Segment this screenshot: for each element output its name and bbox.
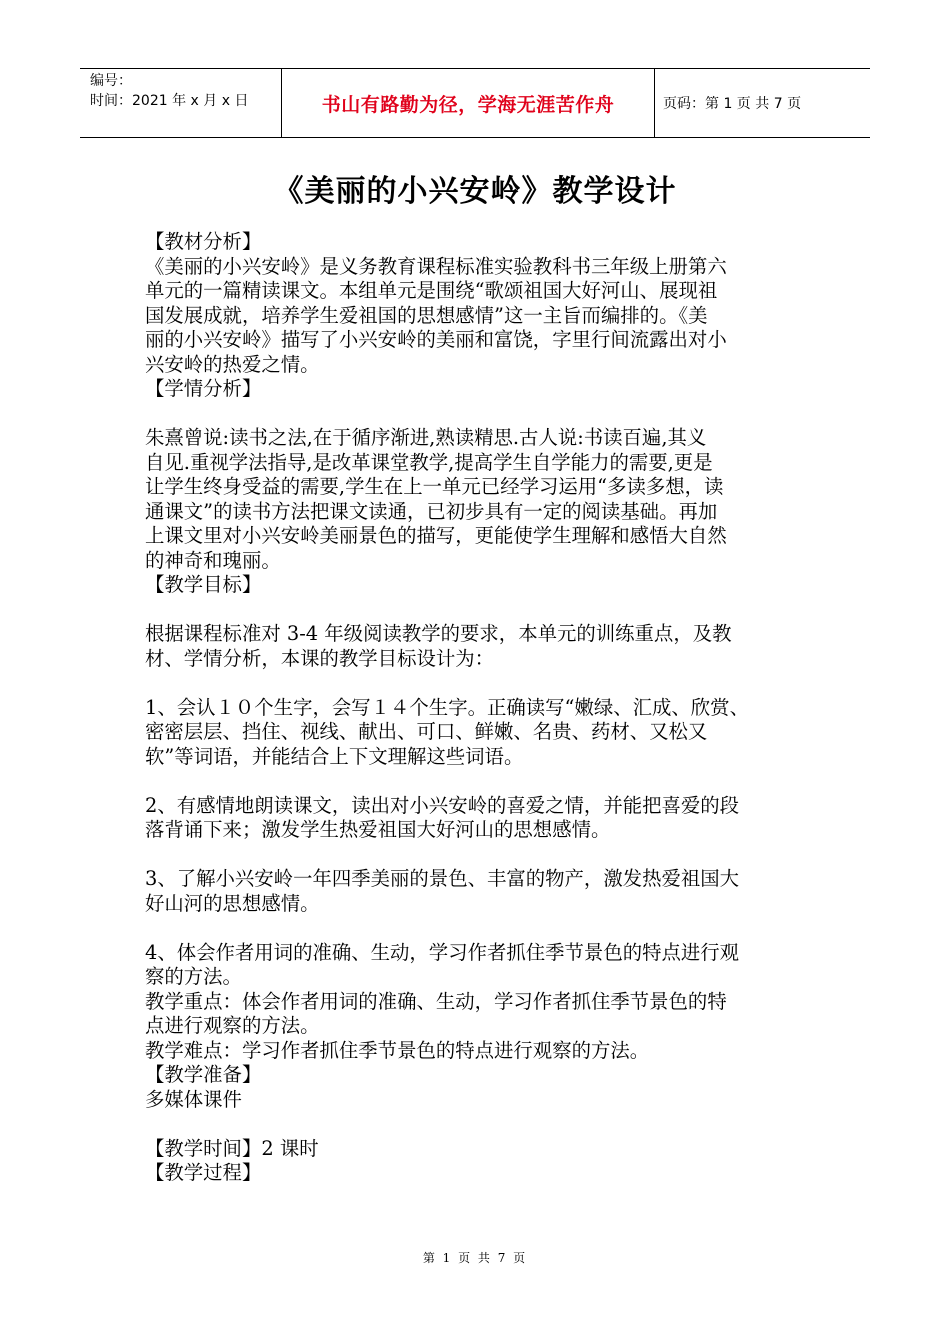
body-line: 朱熹曾说:读书之法,在于循序渐进,熟读精思.古人说:书读百遍,其义	[145, 426, 707, 449]
section-heading: 【教学过程】	[145, 1161, 262, 1184]
blank-line	[145, 916, 815, 941]
body-line: 根据课程标准对 3-4 年级阅读教学的要求，本单元的训练重点，及教	[145, 622, 732, 645]
body-line: 4、体会作者用词的准确、生动，学习作者抓住季节景色的特点进行观	[145, 940, 740, 964]
body-line: 落背诵下来；激发学生热爱祖国大好河山的思想感情。	[145, 818, 611, 841]
header-motto: 书山有路勤为径，学海无涯苦作舟	[282, 69, 655, 137]
body-line: 密密层层、挡住、视线、献出、可口、鲜嫩、名贵、药材、又松又	[145, 720, 708, 743]
body-line: 软”等词语，并能结合上下文理解这些词语。	[145, 744, 524, 768]
body-line: 丽的小兴安岭》描写了小兴安岭的美丽和富饶，字里行间流露出对小	[145, 328, 727, 351]
document-date-label: 时间：2021 年 x 月 x 日	[90, 93, 249, 109]
body-line: 教学重点：体会作者用词的准确、生动，学习作者抓住季节景色的特	[145, 989, 727, 1013]
section-heading: 【教学时间】2 课时	[145, 1136, 319, 1160]
body-line: 好山河的思想感情。	[145, 891, 320, 915]
body-line: 3、了解小兴安岭一年四季美丽的景色、丰富的物产，激发热爱祖国大	[145, 867, 740, 890]
page-footer: 第 1 页 共 7 页	[422, 1251, 528, 1265]
section-heading: 【教学目标】	[145, 573, 262, 596]
blank-line	[145, 671, 815, 696]
section-heading: 【学情分析】	[145, 377, 262, 400]
header-table	[80, 68, 870, 138]
blank-line	[145, 769, 815, 794]
body-line: 自见.重视学法指导,是改革课堂教学,提高学生自学能力的需要,更是	[145, 450, 713, 474]
section-heading: 【教学准备】	[145, 1063, 262, 1086]
body-line: 材、学情分析，本课的教学目标设计为：	[145, 646, 495, 670]
body-line: 单元的一篇精读课文。本组单元是围绕“歌颂祖国大好河山、展现祖	[145, 279, 718, 302]
blank-line	[145, 598, 815, 623]
body-line: 多媒体课件	[145, 1087, 242, 1111]
body-line: 通课文”的读书方法把课文读通，已初步具有一定的阅读基础。再加	[145, 499, 718, 523]
body-line: 教学难点：学习作者抓住季节景色的特点进行观察的方法。	[145, 1038, 650, 1062]
body-line: 让学生终身受益的需要,学生在上一单元已经学习运用“多读多想，读	[145, 475, 724, 498]
body-line: 兴安岭的热爱之情。	[145, 352, 320, 376]
body-line: 的神奇和瑰丽。	[145, 548, 281, 572]
blank-line	[145, 843, 815, 868]
body-line: 察的方法。	[145, 965, 242, 988]
body-line: 国发展成就，培养学生爱祖国的思想感情”这一主旨而编排的。《美	[145, 303, 708, 327]
body-line: 《美丽的小兴安岭》是义务教育课程标准实验教科书三年级上册第六	[145, 254, 727, 278]
document-title: 《美丽的小兴安岭》教学设计	[273, 174, 677, 209]
section-heading: 【教材分析】	[145, 230, 262, 253]
document-body	[145, 230, 815, 1186]
document-number-label: 编号：	[90, 73, 132, 89]
header-page-info: 页码：第 1 页 共 7 页	[663, 96, 802, 112]
header-meta-cell	[80, 69, 282, 137]
body-line: 点进行观察的方法。	[145, 1014, 320, 1037]
body-line: 1、会认１０个生字，会写１４个生字。正确读写“嫩绿、汇成、欣赏、	[145, 695, 749, 719]
blank-line	[145, 402, 815, 427]
body-line: 上课文里对小兴安岭美丽景色的描写，更能使学生理解和感悟大自然	[145, 524, 727, 547]
body-line: 2、有感情地朗读课文，读出对小兴安岭的喜爱之情，并能把喜爱的段	[145, 793, 740, 817]
blank-line	[145, 1112, 815, 1137]
